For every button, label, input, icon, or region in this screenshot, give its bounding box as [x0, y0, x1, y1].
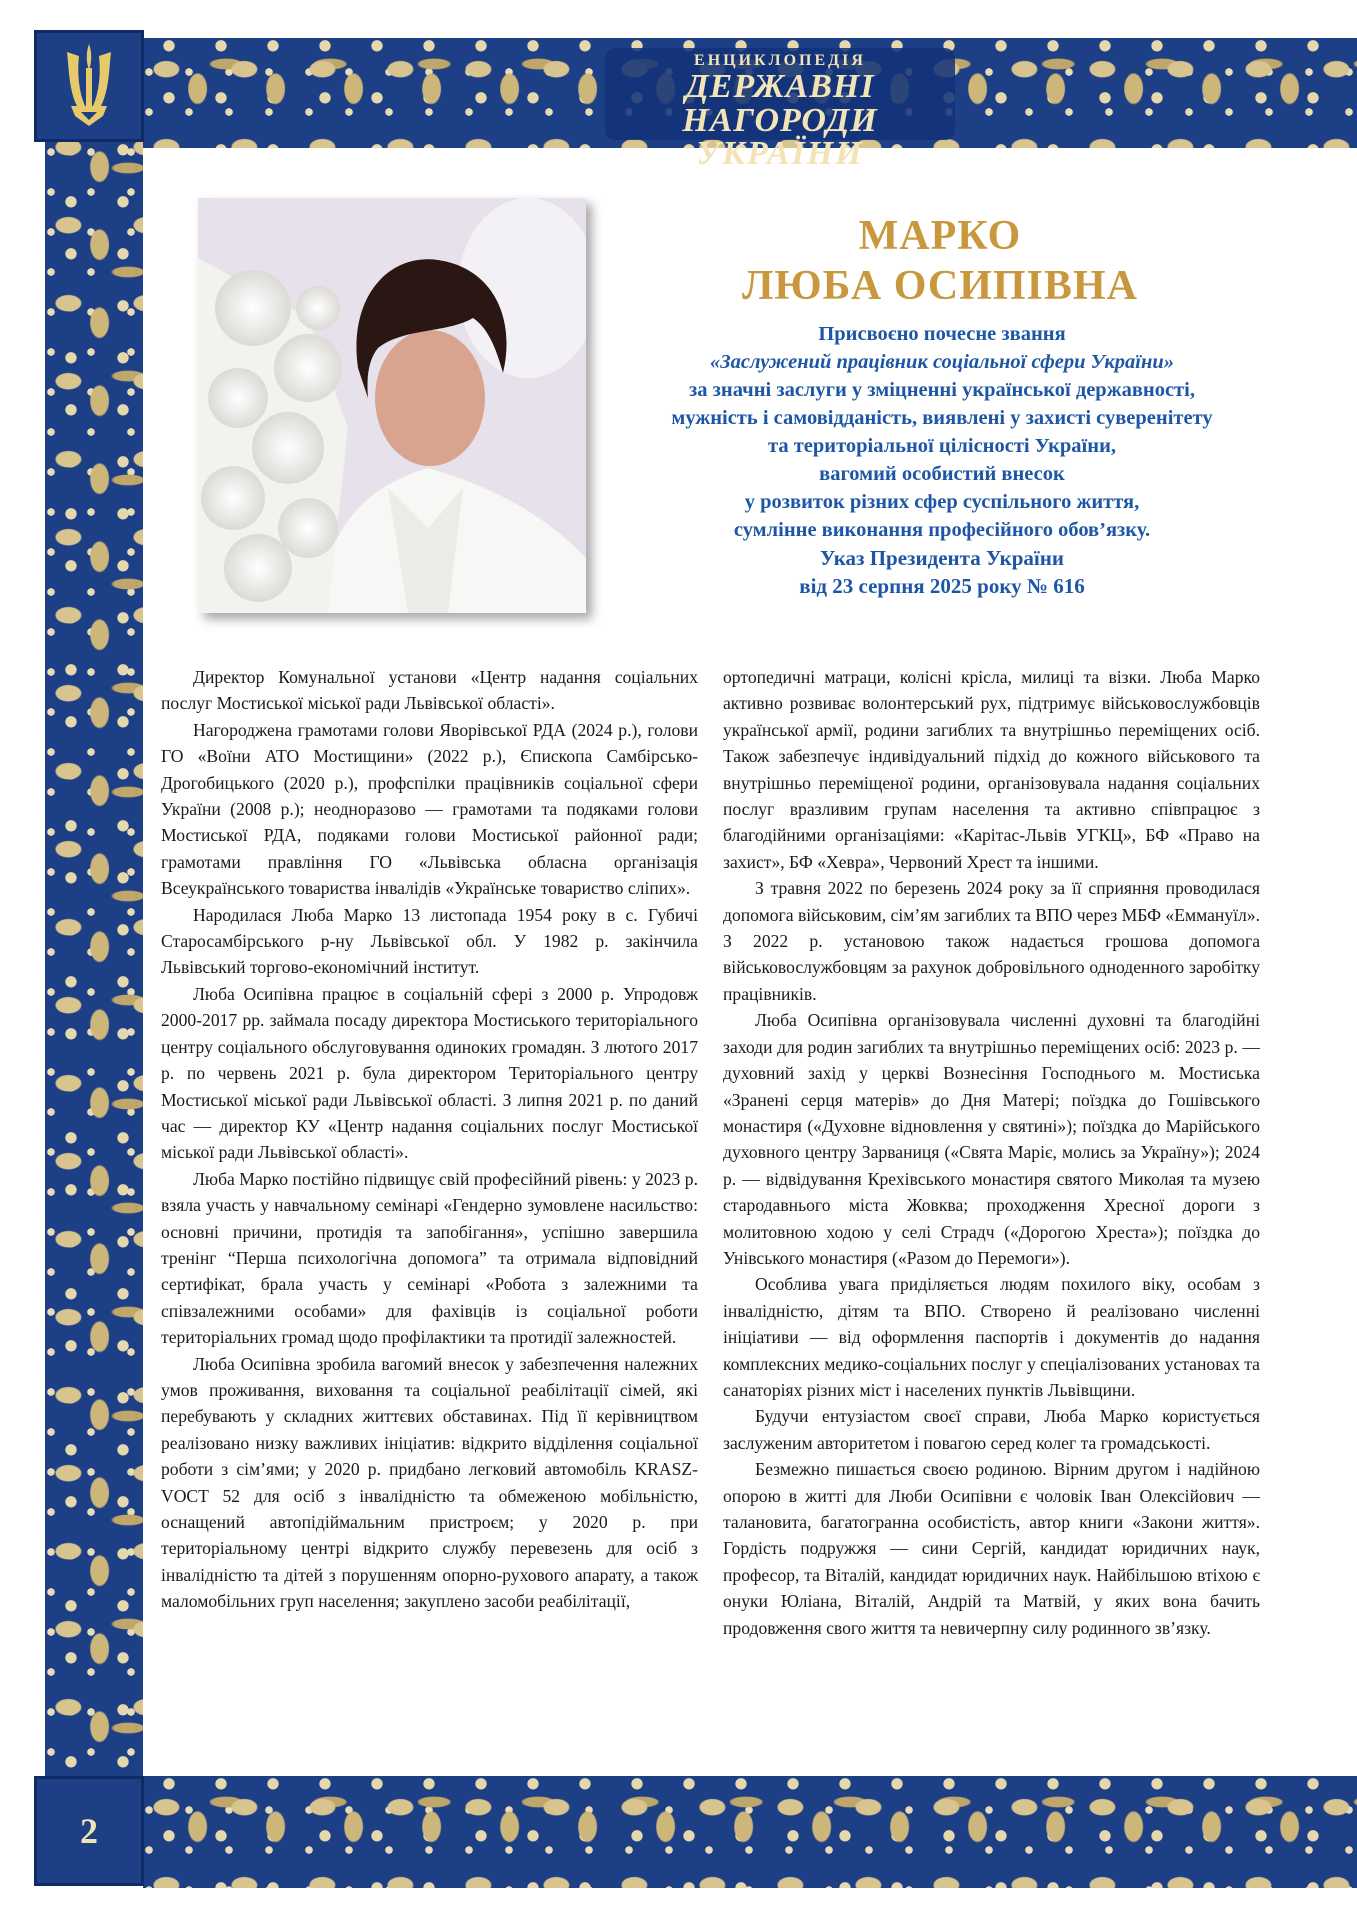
award-line: у розвиток різних сфер суспільного життя,	[744, 491, 1140, 513]
header-supertitle: ЕНЦИКЛОПЕДІЯ	[694, 52, 866, 69]
paragraph: Директор Комунальної установи «Центр надання соціальних послуг Мостиської міської ради Львівської області».	[161, 667, 698, 714]
person-name: ЛЮБА ОСИПІВНА	[742, 263, 1138, 309]
award-description	[612, 320, 1272, 600]
award-line: Присвоєно почесне звання	[818, 323, 1066, 345]
header-title-line1: ДЕРЖАВНІ НАГОРОДИ	[682, 68, 878, 139]
bottom-ornamental-border	[143, 1776, 1357, 1888]
encyclopedia-title	[605, 48, 955, 172]
paragraph: Люба Осипівна зробила вагомий внесок у забезпечення належних умов проживання, виховання та соціальної реабілітації сімей, які перебувають у складних життєвих обставинах. Під її керівництвом реалізовано низку важливих ініціатив: відкрито відділення соціальної роботи з сім’ями; у 2020 р. придбано легковий автомобіль KRASZ-VOCT 52 для осіб з інвалідністю та обмеженою мобільністю, оснащений автопідіймальним пристроєм; у 2020 р. при територіальному центрі відкрито службу перевезень для осіб з інвалідністю та дітей з порушенням опорно-рухового апарату, а також маломобільних груп населення; закуплено засоби реабілітації,	[161, 1353, 698, 1612]
decree-date: від 23 серпня 2025 року № 616	[799, 574, 1085, 598]
trident-icon	[57, 40, 121, 132]
page-number-box	[34, 1776, 144, 1886]
paragraph: Особлива увага приділяється людям похилого віку, особам з інвалідністю, дітям та ВПО. Створено й реалізовано численні ініціативи — від оформлення паспортів і документів до надання комплексних медико-соціальних послуг у спеціалізованих установах та санаторіях різних міст і населених пунктів Львівщини.	[723, 1274, 1260, 1400]
award-title: «Заслужений працівник соціальної сфери України»	[709, 351, 1174, 373]
coat-of-arms-box	[34, 30, 144, 142]
award-line: та територіальної цілісності України,	[768, 435, 1116, 457]
page-number: 2	[80, 1811, 98, 1851]
paragraph: Народилася Люба Марко 13 листопада 1954 року в с. Губичі Старосамбірського р-ну Львівської обл. У 1982 р. закінчила Львівський торгово-економічний інститут.	[161, 904, 698, 978]
portrait-illustration	[198, 198, 586, 613]
biography-right-column	[723, 664, 1260, 1641]
paragraph: Нагороджена грамотами голови Яворівської РДА (2024 р.), голови ГО «Воїни АТО Мостищини» (2022 р.), Єпископа Самбірсько-Дрогобицького (2020 р.), профспілки працівників соціальної сфери України (2008 р.); неодноразово — грамотами та подяками голови Мостиської РДА, подяками голови Мостиської районної ради; грамотами правління ГО «Львівська обласна організація Всеукраїнського товариства інвалідів «Українське товариство сліпих».	[161, 719, 698, 899]
biography-left-column	[161, 664, 698, 1615]
award-line: вагомий особистий внесок	[819, 463, 1065, 485]
award-line: сумлінне виконання професійного обов’язку.	[733, 519, 1151, 541]
paragraph: Люба Осипівна організовувала численні духовні та благодійні заходи для родин загиблих та внутрішньо переміщених осіб: 2023 р. — духовний захід у церкві Вознесіння Господнього м. Мостиська «Зранені серця матерів» до Дня Матері; поїздка до Гошівського монастиря («Духовне відновлення у святині»); поїздка до Марійського духовного центру Зарваниця («Свята Маріє, молись за Україну»); 2024 р. — відвідування Крехівського монастиря святого Миколая та музею стародавнього міста Жовква; проходження Хресної дороги з молитовною ходою у селі Страдч («Дорогою Хреста»); поїздка до Унівського монастиря («Разом до Перемоги»).	[723, 1010, 1260, 1268]
left-ornamental-border	[45, 38, 143, 1838]
award-line: мужність і самовідданість, виявлені у захисті суверенітету	[671, 407, 1213, 429]
paragraph: Люба Марко постійно підвищує свій професійний рівень: у 2023 р. взяла участь у навчальному семінарі «Гендерно зумовлене насильство: основні причини, протидія та запобігання», успішно завершила тренінг “Перша психологічна допомога” та отримала відповідний сертифікат, брала участь у семінарі «Робота з залежними та співзалежними особами» для фахівців із соціальної роботи територіальних громад щодо профілактики та протидії залежностей.	[161, 1168, 698, 1348]
decree-line: Указ Президента України	[820, 546, 1064, 570]
paragraph: Будучи ентузіастом своєї справи, Люба Марко користується заслуженим авторитетом і повагою серед колег та громадськості.	[723, 1406, 1260, 1453]
person-surname: МАРКО	[858, 213, 1022, 259]
award-line: за значні заслуги у зміцненні української державності,	[689, 379, 1195, 401]
paragraph: Люба Осипівна працює в соціальній сфері з 2000 р. Упродовж 2000-2017 рр. займала посаду директора Мостиського територіального центру соціального обслуговування одиноких громадян. З лютого 2017 р. по червень 2021 р. була директором Територіального центру Мостиської міської ради Львівської області. З липня 2021 р. по даний час — директор КУ «Центр надання соціальних послуг Мостиської міської ради Львівської області».	[161, 983, 698, 1163]
header-title-line2: УКРАЇНИ	[696, 135, 864, 172]
portrait-photo	[198, 198, 586, 613]
paragraph: ортопедичні матраци, колісні крісла, милиці та візки. Люба Марко активно розвиває волонтерський рух, підтримує військовослужбовців української армії, родини загиблих та внутрішньо переміщених осіб. Також забезпечує індивідуальний підхід до кожного військового та внутрішньо переміщеної родини, організовувала надання соціальних послуг вразливим групам населення та активно співпрацює з благодійними організаціями: «Карітас-Львів УГКЦ», БФ «Право на захист», БФ «Хевра», Червоний Хрест та іншими.	[723, 667, 1260, 872]
paragraph: З травня 2022 по березень 2024 року за її сприяння проводилася допомога військовим, сім’ям загиблих та ВПО через МБФ «Еммануїл». З 2022 р. установою також надається грошова допомога військовослужбовцям за рахунок добровільного одноденного заробітку працівників.	[723, 878, 1260, 1004]
paragraph: Безмежно пишається своєю родиною. Вірним другом і надійною опорою в житті для Люби Осипівни є чоловік Іван Олексійович — талановита, багатогранна особистість, автор книги «Закони життя». Гордість подружжя — сини Сергій, кандидат юридичних наук, професор, та Віталій, кандидат юридичних наук. Найбільшою втіхою є онуки Юліана, Віталій, Андрій та Матвій, у яких вона бачить продовження свого життя та невичерпну силу родинного зв’язку.	[723, 1459, 1260, 1638]
